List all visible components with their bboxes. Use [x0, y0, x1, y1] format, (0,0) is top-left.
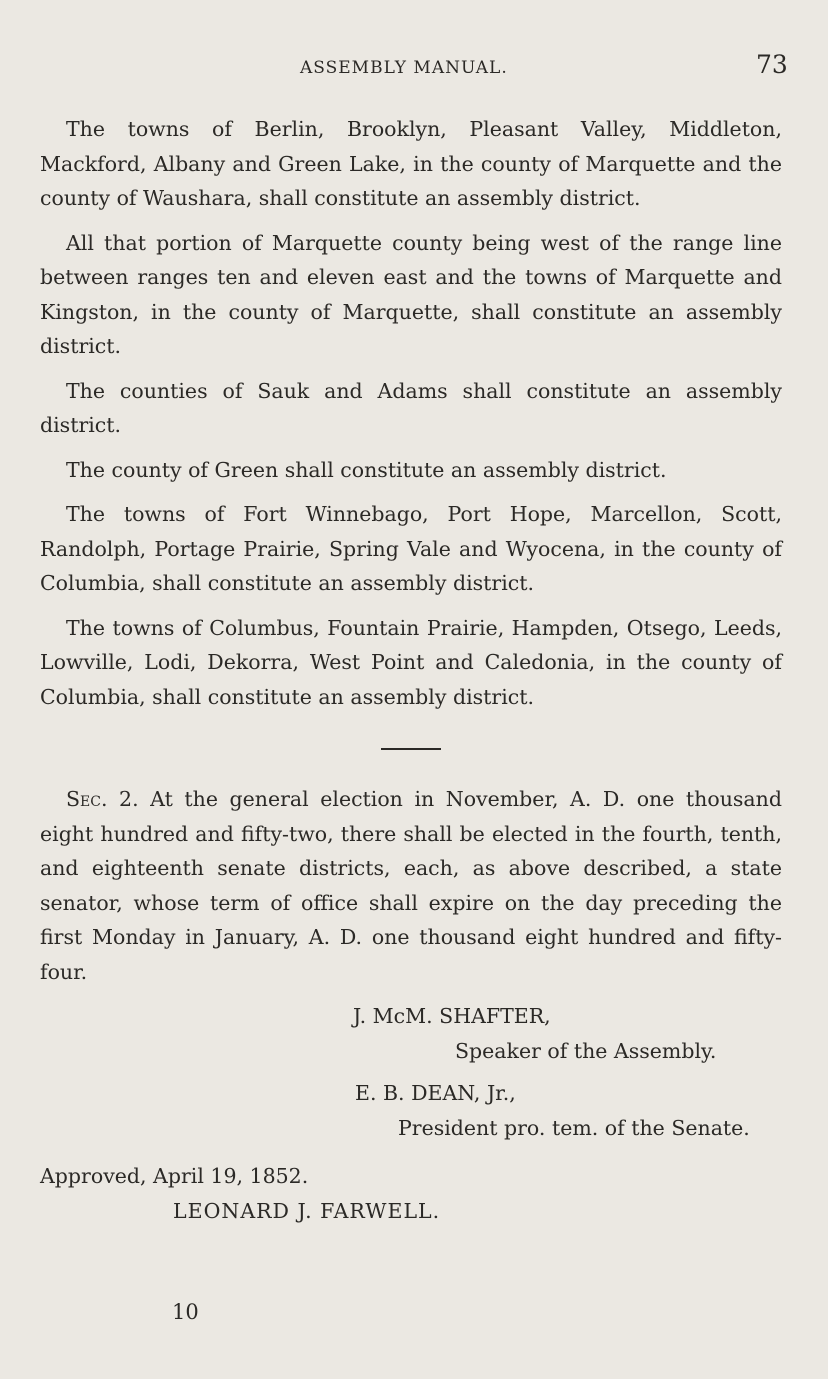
paragraph-4: The county of Green shall constitute an assembly district.: [66, 457, 667, 482]
running-header: ASSEMBLY MANUAL.: [300, 58, 508, 78]
paragraph-5: The towns of Fort Winnebago, Port Hope, Marcellon, Scott, Randolph, Portage Prairie, Spring Vale and Wyocena, in the county of Columbia, shall constitute an assembly district.: [40, 502, 782, 595]
page-number: 73: [756, 50, 788, 79]
governor-name: LEONARD J. FARWELL.: [173, 1198, 441, 1223]
paragraph-6: The towns of Columbus, Fountain Prairie, Hampden, Otsego, Leeds, Lowville, Lodi, Dekorra, West Point and Caledonia, in the county of Columbia, shall constitute an assembly district.: [40, 615, 782, 709]
section-divider: [381, 748, 441, 750]
paragraph-1: The towns of Berlin, Brooklyn, Pleasant Valley, Middleton, Mackford, Albany and Green Lake, in the county of Marquette and the county of Waushara, shall constitute an assembly district.: [40, 117, 782, 210]
page-body: [40, 112, 782, 1228]
signature-mark: 10: [172, 1300, 199, 1324]
president-title: President pro. tem. of the Senate.: [398, 1115, 750, 1140]
section-label: Sec. 2.: [66, 787, 139, 811]
section-2-paragraph: [40, 782, 782, 989]
approval-date: Approved, April 19, 1852.: [40, 1164, 309, 1188]
section-text: At the general election in November, A. D. one thousand eight hundred and fifty-two, there shall be elected in the fourth, tenth, and eighteenth senate districts, each, as above described, a state senator, whose term of office shall expire on the day preceding the first Monday in January, A. D. one thousand eight hundred and fifty-four.: [40, 787, 782, 984]
paragraph-3: The counties of Sauk and Adams shall constitute an assembly district.: [40, 378, 782, 437]
paragraph-2: All that portion of Marquette county being west of the range line between ranges ten and eleven east and the towns of Marquette and Kingston, in the county of Marquette, shall constitute an assembly district.: [40, 230, 782, 358]
speaker-title: Speaker of the Assembly.: [455, 1038, 717, 1063]
president-name: E. B. DEAN, Jr.,: [355, 1081, 516, 1105]
speaker-name: J. McM. SHAFTER,: [353, 1004, 551, 1028]
